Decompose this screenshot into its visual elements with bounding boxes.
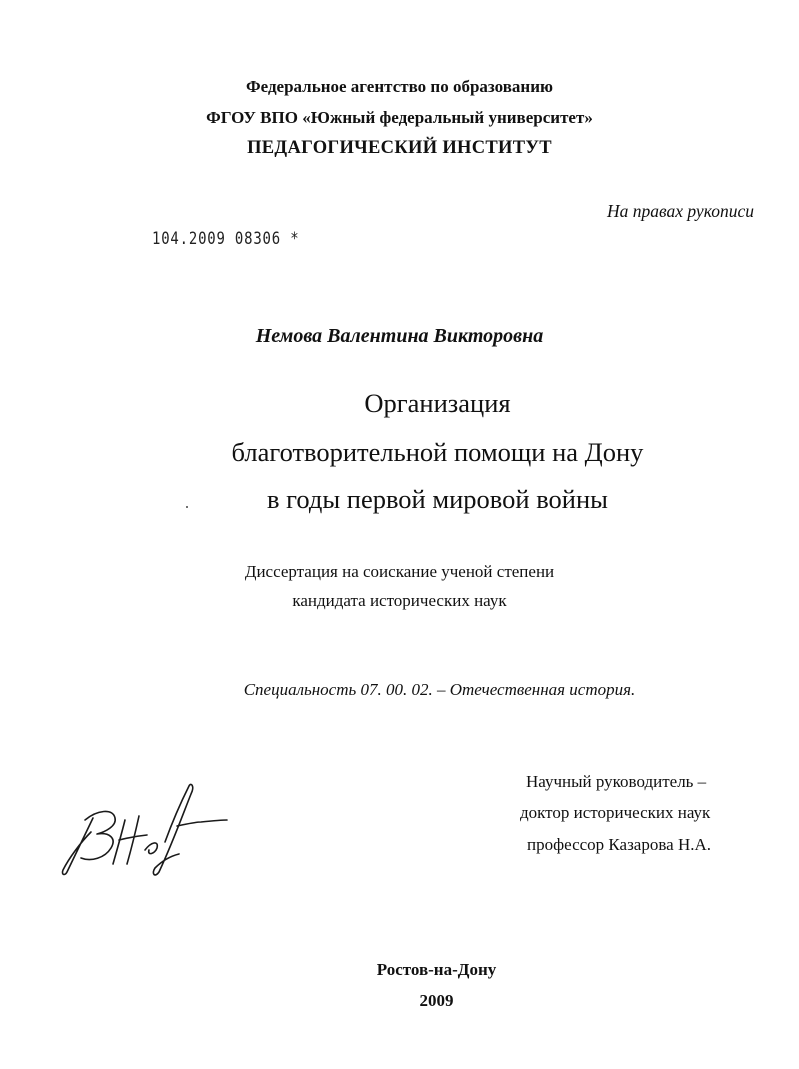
institute-heading: ПЕДАГОГИЧЕСКИЙ ИНСТИТУТ: [247, 138, 552, 158]
title-line-2: благотворительной помощи на Дону: [231, 437, 644, 467]
specialty: Специальность 07. 00. 02. – Отечественная история.: [243, 680, 636, 699]
year: 2009: [419, 991, 454, 1010]
dissertation-line-2: кандидата исторических наук: [292, 591, 507, 610]
agency-heading: Федеральное агентство по образованию: [246, 77, 553, 96]
registry-stamp: 104.2009 08306 *: [152, 229, 300, 249]
author-name: Немова Валентина Викторовна: [255, 325, 544, 347]
manuscript-rights-note: На правах рукописи: [607, 201, 754, 221]
handwritten-signature: [55, 780, 230, 880]
supervisor-name: профессор Казарова Н.А.: [527, 835, 711, 854]
dissertation-line-1: Диссертация на соискание ученой степени: [244, 562, 555, 581]
title-line-3: в годы первой мировой войны: [267, 484, 608, 514]
supervisor-role: Научный руководитель –: [526, 772, 707, 791]
supervisor-degree: доктор исторических наук: [520, 803, 711, 822]
university-heading: ФГОУ ВПО «Южный федеральный университет»: [206, 108, 593, 127]
city: Ростов-на-Дону: [376, 960, 497, 979]
title-line-1: Организация: [364, 388, 511, 418]
speck-mark: [186, 506, 188, 508]
